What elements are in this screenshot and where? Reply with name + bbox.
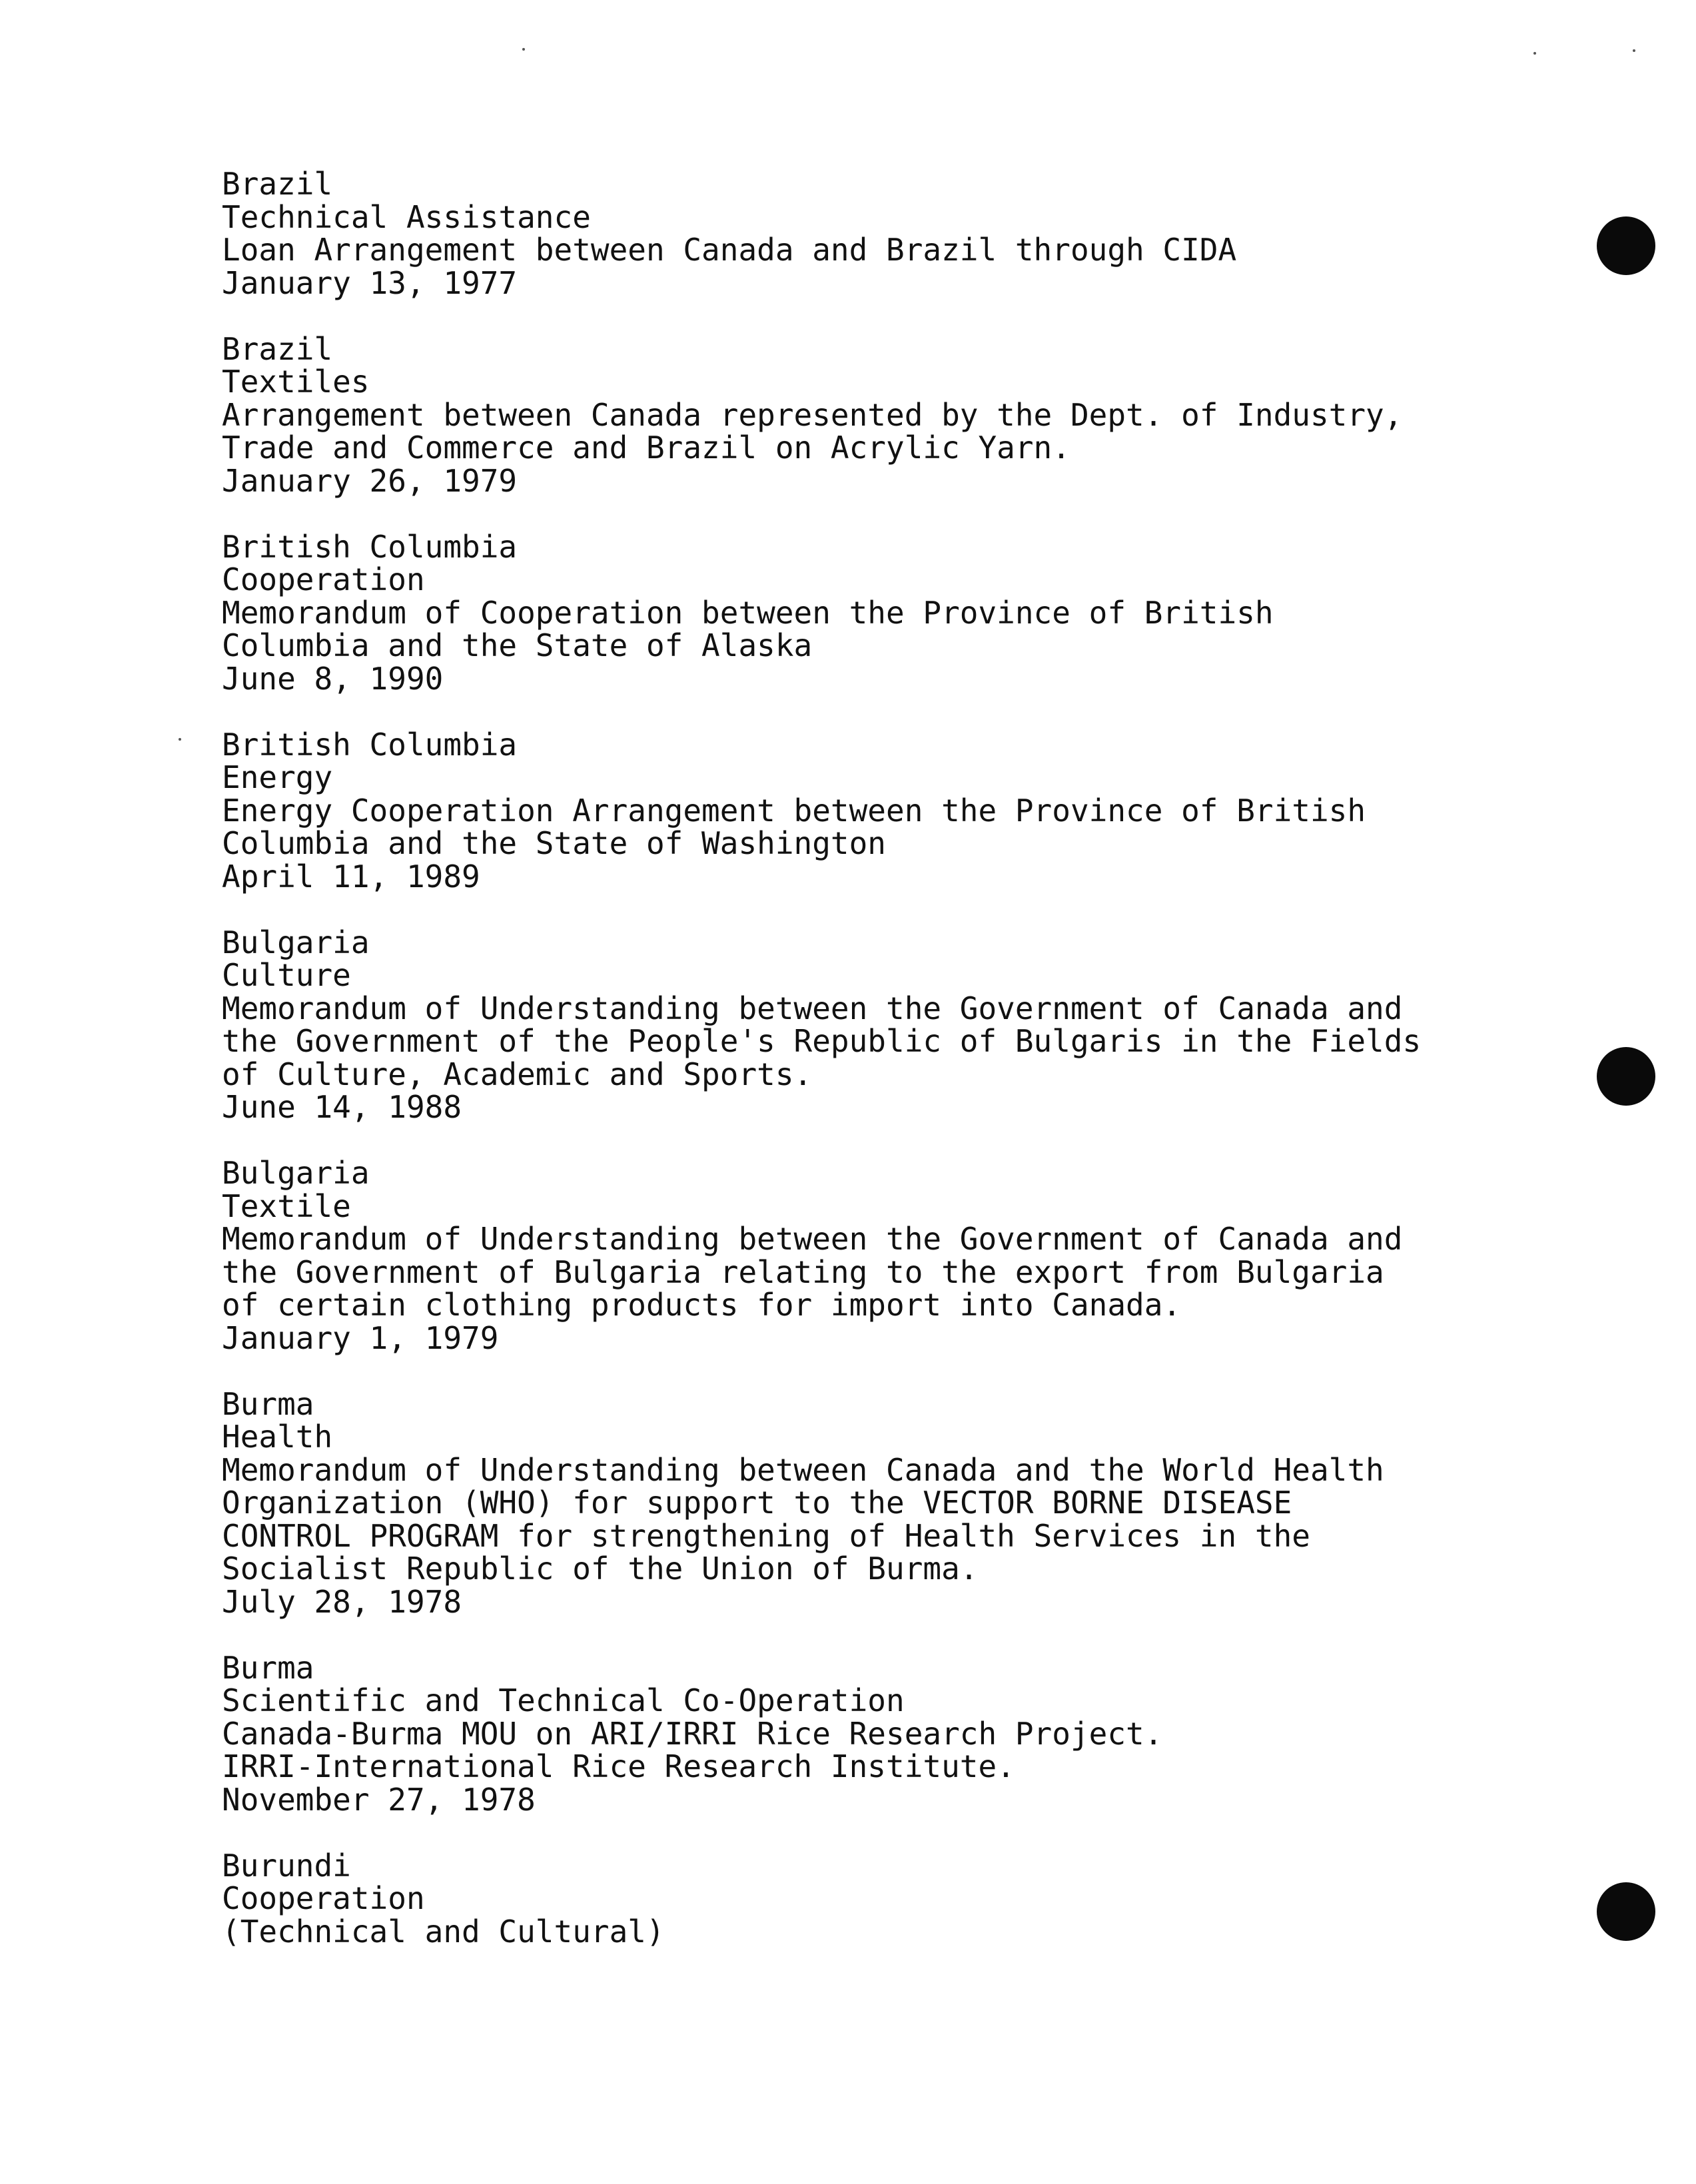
entry-category: Scientific and Technical Co-Operation [222,1682,905,1718]
agreement-entry [222,1385,1554,1620]
entry-date: April 11, 1989 [222,858,480,895]
entry-date: January 13, 1977 [222,264,518,301]
agreement-list [222,168,1554,1982]
entry-description-line: Memorandum of Understanding between the Government of Canada and [222,990,1403,1026]
entry-category: Culture [222,957,351,993]
entry-description-line: Memorandum of Understanding between Canada and the World Health [222,1451,1384,1488]
entry-category: Textiles [222,364,370,400]
scan-speck [1633,49,1635,52]
entry-country: Burma [222,1649,314,1686]
binder-hole-icon [1597,1047,1655,1106]
entry-country: Bulgaria [222,924,370,960]
entry-description-line: CONTROL PROGRAM for strengthening of Health Services in the [222,1517,1310,1554]
entry-description-line: Energy Cooperation Arrangement between the Province of British [222,792,1366,829]
entry-category: Cooperation [222,1880,425,1916]
entry-description-line: Loan Arrangement between Canada and Brazil through CIDA [222,232,1237,268]
entry-description-line: the Government of the People's Republic of Bulgaris in the Fields [222,1023,1422,1059]
entry-description-line: Trade and Commerce and Brazil on Acrylic Yarn. [222,430,1070,466]
agreement-entry [222,1649,1554,1818]
entry-date: June 8, 1990 [222,660,444,697]
agreement-entry [222,1847,1554,1950]
entry-country: British Columbia [222,528,518,565]
entry-description-line: Organization (WHO) for support to the VECTOR BORNE DISEASE [222,1485,1292,1521]
agreement-entry [222,1157,1554,1355]
entry-description-line: Canada-Burma MOU on ARI/IRRI Rice Research Project. [222,1715,1163,1752]
agreement-entry [222,726,1554,895]
entry-description-line: Memorandum of Understanding between the Government of Canada and [222,1221,1403,1257]
entry-description-line: IRRI-International Rice Research Institute. [222,1748,1015,1784]
entry-category: Technical Assistance [222,198,591,235]
entry-date: January 1, 1979 [222,1319,499,1356]
entry-category: Textile [222,1188,351,1224]
agreement-entry [222,330,1554,499]
entry-description-line: Columbia and the State of Washington [222,825,886,861]
agreement-entry [222,926,1554,1124]
scan-speck [1533,52,1536,55]
entry-country: Burundi [222,1847,351,1884]
entry-date: July 28, 1978 [222,1583,462,1620]
entry-description-line: of certain clothing products for import into Canada. [222,1287,1182,1323]
entry-date: June 14, 1988 [222,1089,462,1125]
scan-speck [179,738,181,741]
binder-hole-icon [1597,1882,1655,1941]
entry-category: Health [222,1419,333,1455]
entry-description-line: of Culture, Academic and Sports. [222,1056,813,1092]
entry-description-line: the Government of Bulgaria relating to the export from Bulgaria [222,1254,1384,1290]
entry-country: British Columbia [222,726,518,763]
entry-country: Burma [222,1385,314,1422]
agreement-entry [222,528,1554,697]
binder-hole-icon [1597,216,1655,275]
entry-description-line: Memorandum of Cooperation between the Province of British [222,594,1274,631]
entry-description-line: (Technical and Cultural) [222,1913,665,1950]
entry-date: January 26, 1979 [222,462,518,499]
entry-category: Cooperation [222,561,425,597]
entry-date: November 27, 1978 [222,1781,536,1818]
entry-description-line: Arrangement between Canada represented by the Dept. of Industry, [222,396,1403,433]
entry-country: Brazil [222,166,333,202]
scan-speck [522,48,525,51]
agreement-entry [222,168,1554,300]
entry-country: Brazil [222,330,333,367]
entry-country: Bulgaria [222,1155,370,1191]
entry-description-line: Columbia and the State of Alaska [222,627,813,663]
entry-description-line: Socialist Republic of the Union of Burma. [222,1551,979,1587]
entry-category: Energy [222,759,333,795]
